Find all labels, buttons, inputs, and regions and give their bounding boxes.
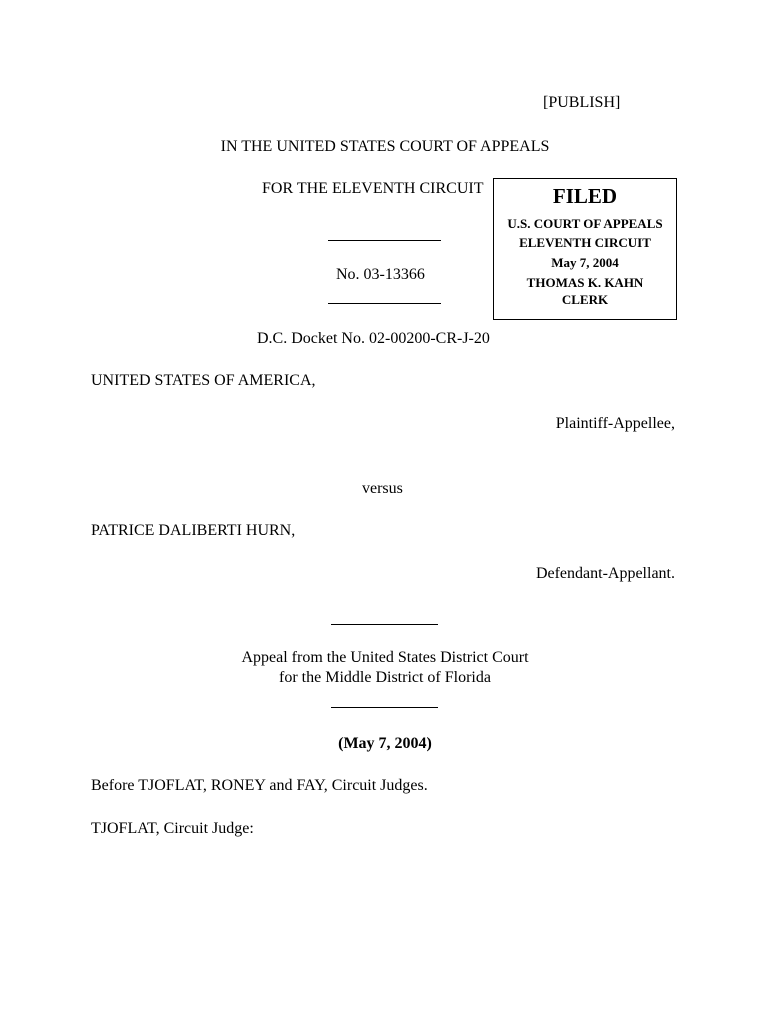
publish-tag: [PUBLISH] <box>543 94 621 111</box>
separator-rule <box>331 624 438 625</box>
filed-stamp-court: U.S. COURT OF APPEALS <box>507 216 663 231</box>
versus-label: versus <box>362 480 403 497</box>
appeal-origin-line2: for the Middle District of Florida <box>279 669 491 686</box>
separator-rule <box>331 707 438 708</box>
separator-rule <box>328 303 441 304</box>
filed-stamp-clerk-name: THOMAS K. KAHN <box>526 275 644 290</box>
filed-stamp-clerk-title: CLERK <box>561 292 609 307</box>
court-name: IN THE UNITED STATES COURT OF APPEALS <box>220 138 550 155</box>
filed-stamp-title: FILED <box>552 184 618 208</box>
circuit-name: FOR THE ELEVENTH CIRCUIT <box>262 180 484 197</box>
appeal-origin-line1: Appeal from the United States District Court <box>241 649 529 666</box>
panel-judges: Before TJOFLAT, RONEY and FAY, Circuit Judges. <box>91 777 428 794</box>
plaintiff-name: UNITED STATES OF AMERICA, <box>91 372 316 389</box>
defendant-name: PATRICE DALIBERTI HURN, <box>91 522 296 539</box>
separator-rule <box>328 240 441 241</box>
case-number: No. 03-13366 <box>336 266 425 283</box>
decision-date: (May 7, 2004) <box>338 735 432 752</box>
filed-stamp <box>493 178 677 320</box>
defendant-role: Defendant-Appellant. <box>535 565 675 582</box>
opinion-author: TJOFLAT, Circuit Judge: <box>91 820 254 837</box>
filed-stamp-circuit: ELEVENTH CIRCUIT <box>519 235 651 250</box>
plaintiff-role: Plaintiff-Appellee, <box>555 415 675 432</box>
filed-stamp-date: May 7, 2004 <box>551 255 619 270</box>
docket-number: D.C. Docket No. 02-00200-CR-J-20 <box>257 330 490 347</box>
